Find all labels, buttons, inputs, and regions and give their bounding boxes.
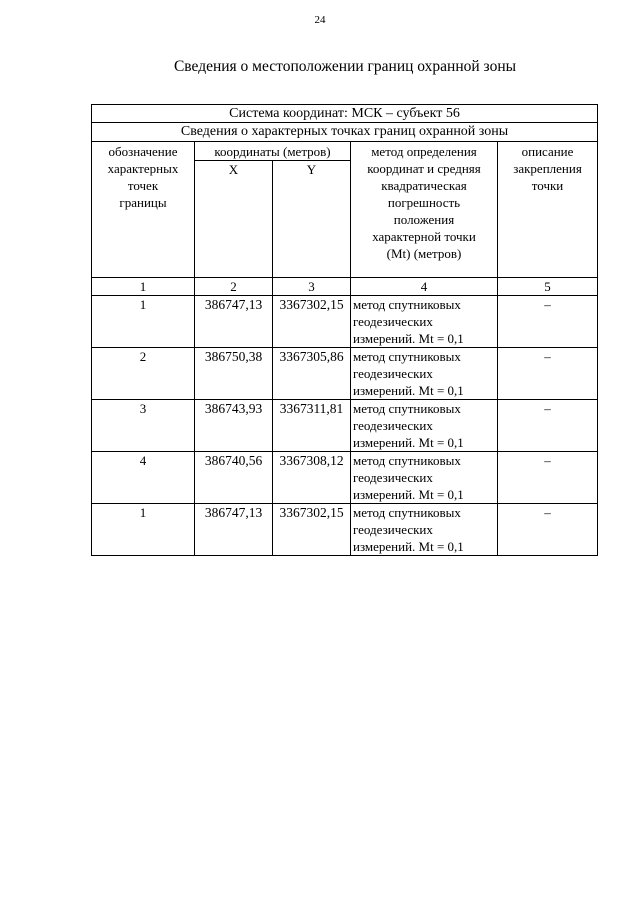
method-line: измерений. Mt = 0,1 xyxy=(353,539,464,554)
method-line: измерений. Mt = 0,1 xyxy=(353,383,464,398)
header-line: (Mt) (метров) xyxy=(386,246,462,261)
header-fixing xyxy=(498,142,598,278)
method-line: метод спутниковых xyxy=(353,297,461,312)
header-line: обозначение xyxy=(108,144,178,159)
method-line: измерений. Mt = 0,1 xyxy=(353,487,464,502)
method-line: геодезических xyxy=(353,418,433,433)
table-row xyxy=(92,296,598,348)
method-line: геодезических xyxy=(353,470,433,485)
coordinate-x: 386750,38 xyxy=(195,348,273,400)
column-number: 3 xyxy=(273,278,351,296)
method-line: измерений. Mt = 0,1 xyxy=(353,331,464,346)
coordinate-x: 386747,13 xyxy=(195,296,273,348)
table-row xyxy=(92,348,598,400)
coordinate-y: 3367311,81 xyxy=(273,400,351,452)
column-number: 1 xyxy=(92,278,195,296)
method-line: измерений. Mt = 0,1 xyxy=(353,435,464,450)
system-header-row xyxy=(92,105,598,123)
header-line: описание xyxy=(521,144,574,159)
method-line: метод спутниковых xyxy=(353,401,461,416)
coordinate-x: 386743,93 xyxy=(195,400,273,452)
column-number: 5 xyxy=(498,278,598,296)
column-number: 4 xyxy=(351,278,498,296)
coordinate-x: 386740,56 xyxy=(195,452,273,504)
boundary-points-table xyxy=(91,104,598,556)
method-line: геодезических xyxy=(353,522,433,537)
fixing-description: – xyxy=(498,504,598,556)
fixing-description: – xyxy=(498,452,598,504)
fixing-description: – xyxy=(498,348,598,400)
method-line: геодезических xyxy=(353,314,433,329)
coordinate-y: 3367302,15 xyxy=(273,504,351,556)
header-y: Y xyxy=(273,161,351,278)
header-line: закрепления xyxy=(513,161,582,176)
method-description xyxy=(351,504,498,556)
fixing-description: – xyxy=(498,296,598,348)
header-line: метод определения xyxy=(371,144,477,159)
column-number-row xyxy=(92,278,598,296)
table-row xyxy=(92,400,598,452)
header-line: характерных xyxy=(107,161,179,176)
points-info-header: Сведения о характерных точках границ охранной зоны xyxy=(92,123,598,142)
table-row xyxy=(92,504,598,556)
method-description xyxy=(351,452,498,504)
header-line: точки xyxy=(531,178,564,193)
header-designation xyxy=(92,142,195,278)
header-line: погрешность xyxy=(387,195,461,210)
page-number: 24 xyxy=(314,14,326,26)
coordinate-system-header: Система координат: МСК – субъект 56 xyxy=(92,105,598,123)
point-designation: 3 xyxy=(92,400,195,452)
method-description xyxy=(351,296,498,348)
coordinate-x: 386747,13 xyxy=(195,504,273,556)
point-designation: 1 xyxy=(92,296,195,348)
coordinate-y: 3367308,12 xyxy=(273,452,351,504)
method-line: метод спутниковых xyxy=(353,349,461,364)
point-designation: 4 xyxy=(92,452,195,504)
header-method xyxy=(351,142,498,278)
header-line: точек xyxy=(127,178,159,193)
header-x: X xyxy=(195,161,273,278)
header-line: характерной точки xyxy=(372,229,476,244)
fixing-description: – xyxy=(498,400,598,452)
point-designation: 1 xyxy=(92,504,195,556)
column-header-row xyxy=(92,142,598,161)
table-row xyxy=(92,452,598,504)
header-line: координат и средняя xyxy=(367,161,481,176)
header-line: квадратическая xyxy=(381,178,467,193)
coordinate-y: 3367302,15 xyxy=(273,296,351,348)
header-line: положения xyxy=(393,212,455,227)
header-coordinates: координаты (метров) xyxy=(195,142,351,161)
method-description xyxy=(351,400,498,452)
info-header-row xyxy=(92,123,598,142)
method-line: метод спутниковых xyxy=(353,505,461,520)
coordinate-y: 3367305,86 xyxy=(273,348,351,400)
point-designation: 2 xyxy=(92,348,195,400)
method-line: метод спутниковых xyxy=(353,453,461,468)
column-number: 2 xyxy=(195,278,273,296)
header-line: границы xyxy=(119,195,167,210)
method-description xyxy=(351,348,498,400)
method-line: геодезических xyxy=(353,366,433,381)
document-title: Сведения о местоположении границ охранной зоны xyxy=(173,58,517,75)
